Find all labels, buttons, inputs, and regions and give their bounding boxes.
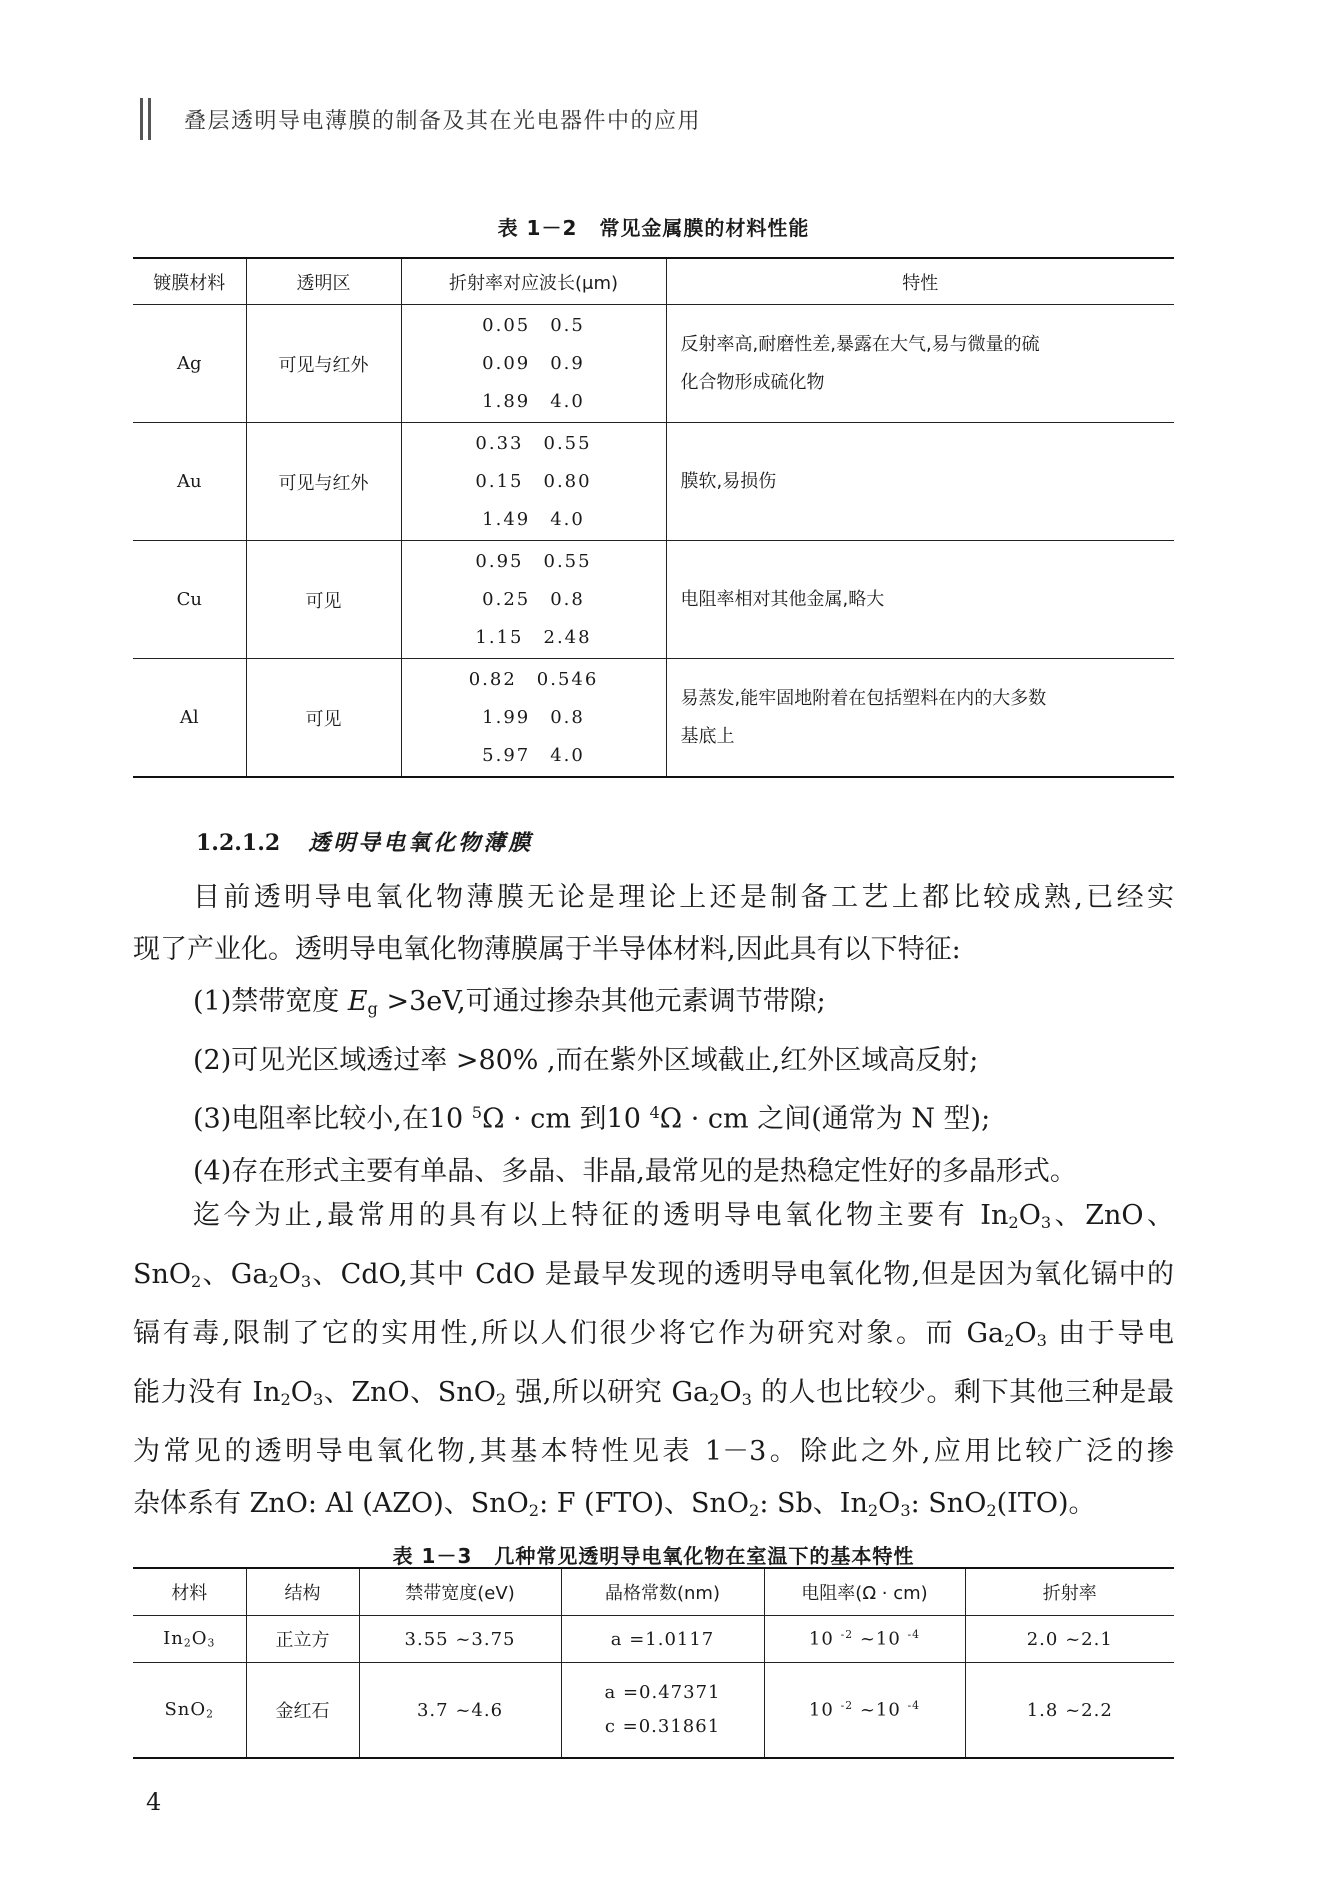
- col-header: 特性: [666, 258, 1174, 305]
- text: 能力没有 In: [133, 1377, 281, 1409]
- text: : Sb、In: [759, 1488, 868, 1520]
- cell-wavelengths: [401, 423, 666, 541]
- cell-region: 可见与红外: [246, 423, 401, 541]
- text: ~10: [853, 1699, 908, 1721]
- header-decoration: [140, 98, 156, 140]
- text: ~10: [853, 1628, 908, 1650]
- wave-line: 0.33 0.55: [475, 432, 592, 454]
- prop-line: 化合物形成硫化物: [680, 371, 825, 393]
- text-line: 为常见的透明导电氧化物,其基本特性见表 1－3。除此之外,应用比较广泛的掺: [133, 1436, 1174, 1468]
- body-text-2: [133, 1190, 1174, 1537]
- cell-wavelengths: [401, 305, 666, 423]
- table-1-2-caption: [133, 212, 1174, 241]
- table-row: [133, 541, 1174, 659]
- cell-material: [133, 1616, 246, 1663]
- subscript: 2: [1004, 1331, 1015, 1351]
- text: O: [191, 1628, 208, 1650]
- superscript: 5: [471, 1103, 483, 1123]
- table-row: [133, 659, 1174, 778]
- col-header: 晶格常数(nm): [561, 1568, 764, 1616]
- cell-wavelengths: [401, 659, 666, 778]
- prop-line: 膜软,易损伤: [680, 470, 777, 492]
- feature-3: [133, 1087, 1174, 1146]
- subscript: 2: [1008, 1213, 1019, 1233]
- wave-line: 1.99 0.8: [482, 706, 585, 728]
- section-title: 透明导电氧化物薄膜: [308, 831, 534, 856]
- text: 10: [808, 1699, 841, 1721]
- cell-material: Al: [133, 659, 246, 778]
- text: O: [278, 1259, 301, 1291]
- text-line: 现了产业化。透明导电氧化物薄膜属于半导体材料,因此具有以下特征:: [133, 934, 961, 965]
- wave-line: 0.25 0.8: [482, 588, 585, 610]
- subscript: 2: [495, 1390, 507, 1410]
- symbol: E: [347, 986, 368, 1017]
- text: Ω · cm 之间(通常为 N 型);: [659, 1103, 991, 1135]
- text: 迄今为止,最常用的具有以上特征的透明导电氧化物主要有 In: [193, 1200, 1009, 1231]
- text: 镉有毒,限制了它的实用性,所以人们很少将它作为研究对象。而 Ga: [133, 1318, 1005, 1350]
- cell-region: 可见与红外: [246, 305, 401, 423]
- text-line: [133, 1367, 1174, 1426]
- prop-line: 反射率高,耐磨性差,暴露在大气,易与微量的硫: [680, 333, 1040, 355]
- table-1-3: [133, 1567, 1174, 1759]
- text: Ω · cm 到10: [482, 1103, 650, 1135]
- wave-line: 0.95 0.55: [475, 550, 592, 572]
- col-header: 结构: [246, 1568, 359, 1616]
- cell-material: Ag: [133, 305, 246, 423]
- subscript: 2: [867, 1501, 879, 1521]
- feature-1: [133, 976, 1174, 1035]
- text: 、CdO,其中 CdO 是最早发现的透明导电氧化物,但是因为氧化镉中的: [311, 1259, 1174, 1291]
- text: O: [1014, 1318, 1037, 1350]
- table-row: [133, 1663, 1174, 1759]
- superscript: -2: [840, 1628, 854, 1642]
- table-header-row: [133, 1568, 1174, 1616]
- wave-line: 1.15 2.48: [475, 626, 592, 648]
- cell-property: [666, 305, 1174, 423]
- lattice-c: c =0.31861: [604, 1716, 721, 1737]
- cell-property: [666, 541, 1174, 659]
- subscript: 2: [191, 1272, 202, 1292]
- subscript: 2: [206, 1707, 215, 1721]
- table-1-3-caption: [133, 1540, 1174, 1569]
- wave-line: 1.89 4.0: [482, 390, 585, 412]
- text-line: [133, 1249, 1174, 1308]
- subscript: 3: [207, 1636, 216, 1650]
- cell-resistivity: [764, 1663, 965, 1759]
- running-head: 叠层透明导电薄膜的制备及其在光电器件中的应用: [184, 109, 702, 134]
- cell-material: [133, 1663, 246, 1759]
- text: 由于导电: [1046, 1318, 1174, 1350]
- table-header-row: [133, 258, 1174, 305]
- subscript: 3: [900, 1501, 911, 1521]
- cell-structure: 正立方: [246, 1616, 359, 1663]
- superscript: -4: [907, 1699, 921, 1713]
- table-row: [133, 423, 1174, 541]
- text: 的人也比较少。剩下其他三种是最: [751, 1377, 1174, 1409]
- text: O: [719, 1377, 742, 1409]
- caption-number: 表 1－2: [497, 216, 578, 240]
- col-header: 透明区: [246, 258, 401, 305]
- text-line: [133, 1190, 1174, 1249]
- subscript: 3: [741, 1390, 752, 1410]
- cell-wavelengths: [401, 541, 666, 659]
- page-number: 4: [146, 1788, 162, 1816]
- cell-bandgap: 3.55 ~3.75: [359, 1616, 561, 1663]
- cell-lattice: a =1.0117: [561, 1616, 764, 1663]
- prop-line: 易蒸发,能牢固地附着在包括塑料在内的大多数: [680, 687, 1047, 709]
- cell-lattice: [561, 1663, 764, 1759]
- wave-line: 0.15 0.80: [475, 470, 592, 492]
- text: 杂体系有 ZnO: Al (AZO)、SnO: [133, 1488, 529, 1520]
- prop-line: 基底上: [680, 725, 735, 747]
- text: SnO: [133, 1259, 192, 1291]
- subscript: 3: [1036, 1331, 1047, 1351]
- subscript: 2: [709, 1390, 720, 1410]
- superscript: -2: [840, 1699, 854, 1713]
- section-heading: [196, 826, 533, 857]
- text: In: [163, 1628, 184, 1650]
- subscript: 3: [1040, 1213, 1052, 1233]
- wave-line: 1.49 4.0: [482, 508, 585, 530]
- text: >3eV,可通过掺杂其他元素调节带隙;: [377, 986, 826, 1017]
- cell-region: 可见: [246, 541, 401, 659]
- text-line: 目前透明导电氧化物薄膜无论是理论上还是制备工艺上都比较成熟,已经实: [193, 882, 1174, 913]
- superscript: 4: [649, 1103, 660, 1123]
- text: O: [878, 1488, 901, 1520]
- text: 强,所以研究 Ga: [506, 1377, 710, 1409]
- wave-line: 0.05 0.5: [482, 314, 585, 336]
- text: (3)电阻率比较小,在10: [193, 1103, 472, 1135]
- col-header: 材料: [133, 1568, 246, 1616]
- wave-line: 0.09 0.9: [482, 352, 585, 374]
- table-row: [133, 1616, 1174, 1663]
- feature-2: (2)可见光区域透过率 >80% ,而在紫外区域截止,红外区域高反射;: [193, 1045, 979, 1077]
- subscript: 2: [280, 1390, 291, 1410]
- text: 、ZnO、: [1051, 1200, 1174, 1231]
- text-line: [133, 1308, 1174, 1367]
- table-1-2: [133, 257, 1174, 778]
- text: : F (FTO)、SnO: [539, 1488, 750, 1520]
- text: O: [1018, 1200, 1041, 1231]
- caption-title: 几种常见透明导电氧化物在室温下的基本特性: [494, 1544, 915, 1568]
- body-text: [133, 872, 1174, 1198]
- text: O: [290, 1377, 313, 1409]
- subscript: 2: [749, 1501, 760, 1521]
- feature-4: (4)存在形式主要有单晶、多晶、非晶,最常见的是热稳定性好的多晶形式。: [193, 1155, 1077, 1187]
- cell-region: 可见: [246, 659, 401, 778]
- cell-resistivity: [764, 1616, 965, 1663]
- text: (1)禁带宽度: [193, 986, 348, 1017]
- cell-material: Cu: [133, 541, 246, 659]
- col-header: 镀膜材料: [133, 258, 246, 305]
- subscript: 2: [268, 1272, 279, 1292]
- text: 、ZnO、SnO: [323, 1377, 496, 1409]
- col-header: 电阻率(Ω · cm): [764, 1568, 965, 1616]
- cell-material: Au: [133, 423, 246, 541]
- cell-refractive-index: 2.0 ~2.1: [965, 1616, 1174, 1663]
- text: SnO: [164, 1699, 207, 1721]
- table-row: [133, 305, 1174, 423]
- text-line: [133, 1478, 1174, 1537]
- text: 10: [808, 1628, 841, 1650]
- subscript: 2: [986, 1501, 997, 1521]
- subscript: 3: [300, 1272, 312, 1292]
- text: (ITO)。: [996, 1488, 1096, 1520]
- lattice-a: a =0.47371: [604, 1682, 721, 1703]
- wave-line: 5.97 4.0: [482, 744, 585, 766]
- cell-property: [666, 659, 1174, 778]
- col-header: 折射率对应波长(μm): [401, 258, 666, 305]
- wave-line: 0.82 0.546: [468, 668, 599, 690]
- prop-line: 电阻率相对其他金属,略大: [680, 588, 885, 610]
- cell-property: [666, 423, 1174, 541]
- caption-number: 表 1－3: [392, 1544, 473, 1568]
- subscript: g: [367, 999, 378, 1019]
- cell-structure: 金红石: [246, 1663, 359, 1759]
- text: : SnO: [910, 1488, 987, 1520]
- section-number: 1.2.1.2: [196, 830, 281, 856]
- col-header: 折射率: [965, 1568, 1174, 1616]
- cell-bandgap: 3.7 ~4.6: [359, 1663, 561, 1759]
- cell-refractive-index: 1.8 ~2.2: [965, 1663, 1174, 1759]
- subscript: 2: [183, 1636, 192, 1650]
- subscript: 3: [312, 1390, 324, 1410]
- text: 、Ga: [201, 1259, 269, 1291]
- superscript: -4: [907, 1628, 921, 1642]
- caption-title: 常见金属膜的材料性能: [599, 216, 810, 240]
- col-header: 禁带宽度(eV): [359, 1568, 561, 1616]
- subscript: 2: [528, 1501, 540, 1521]
